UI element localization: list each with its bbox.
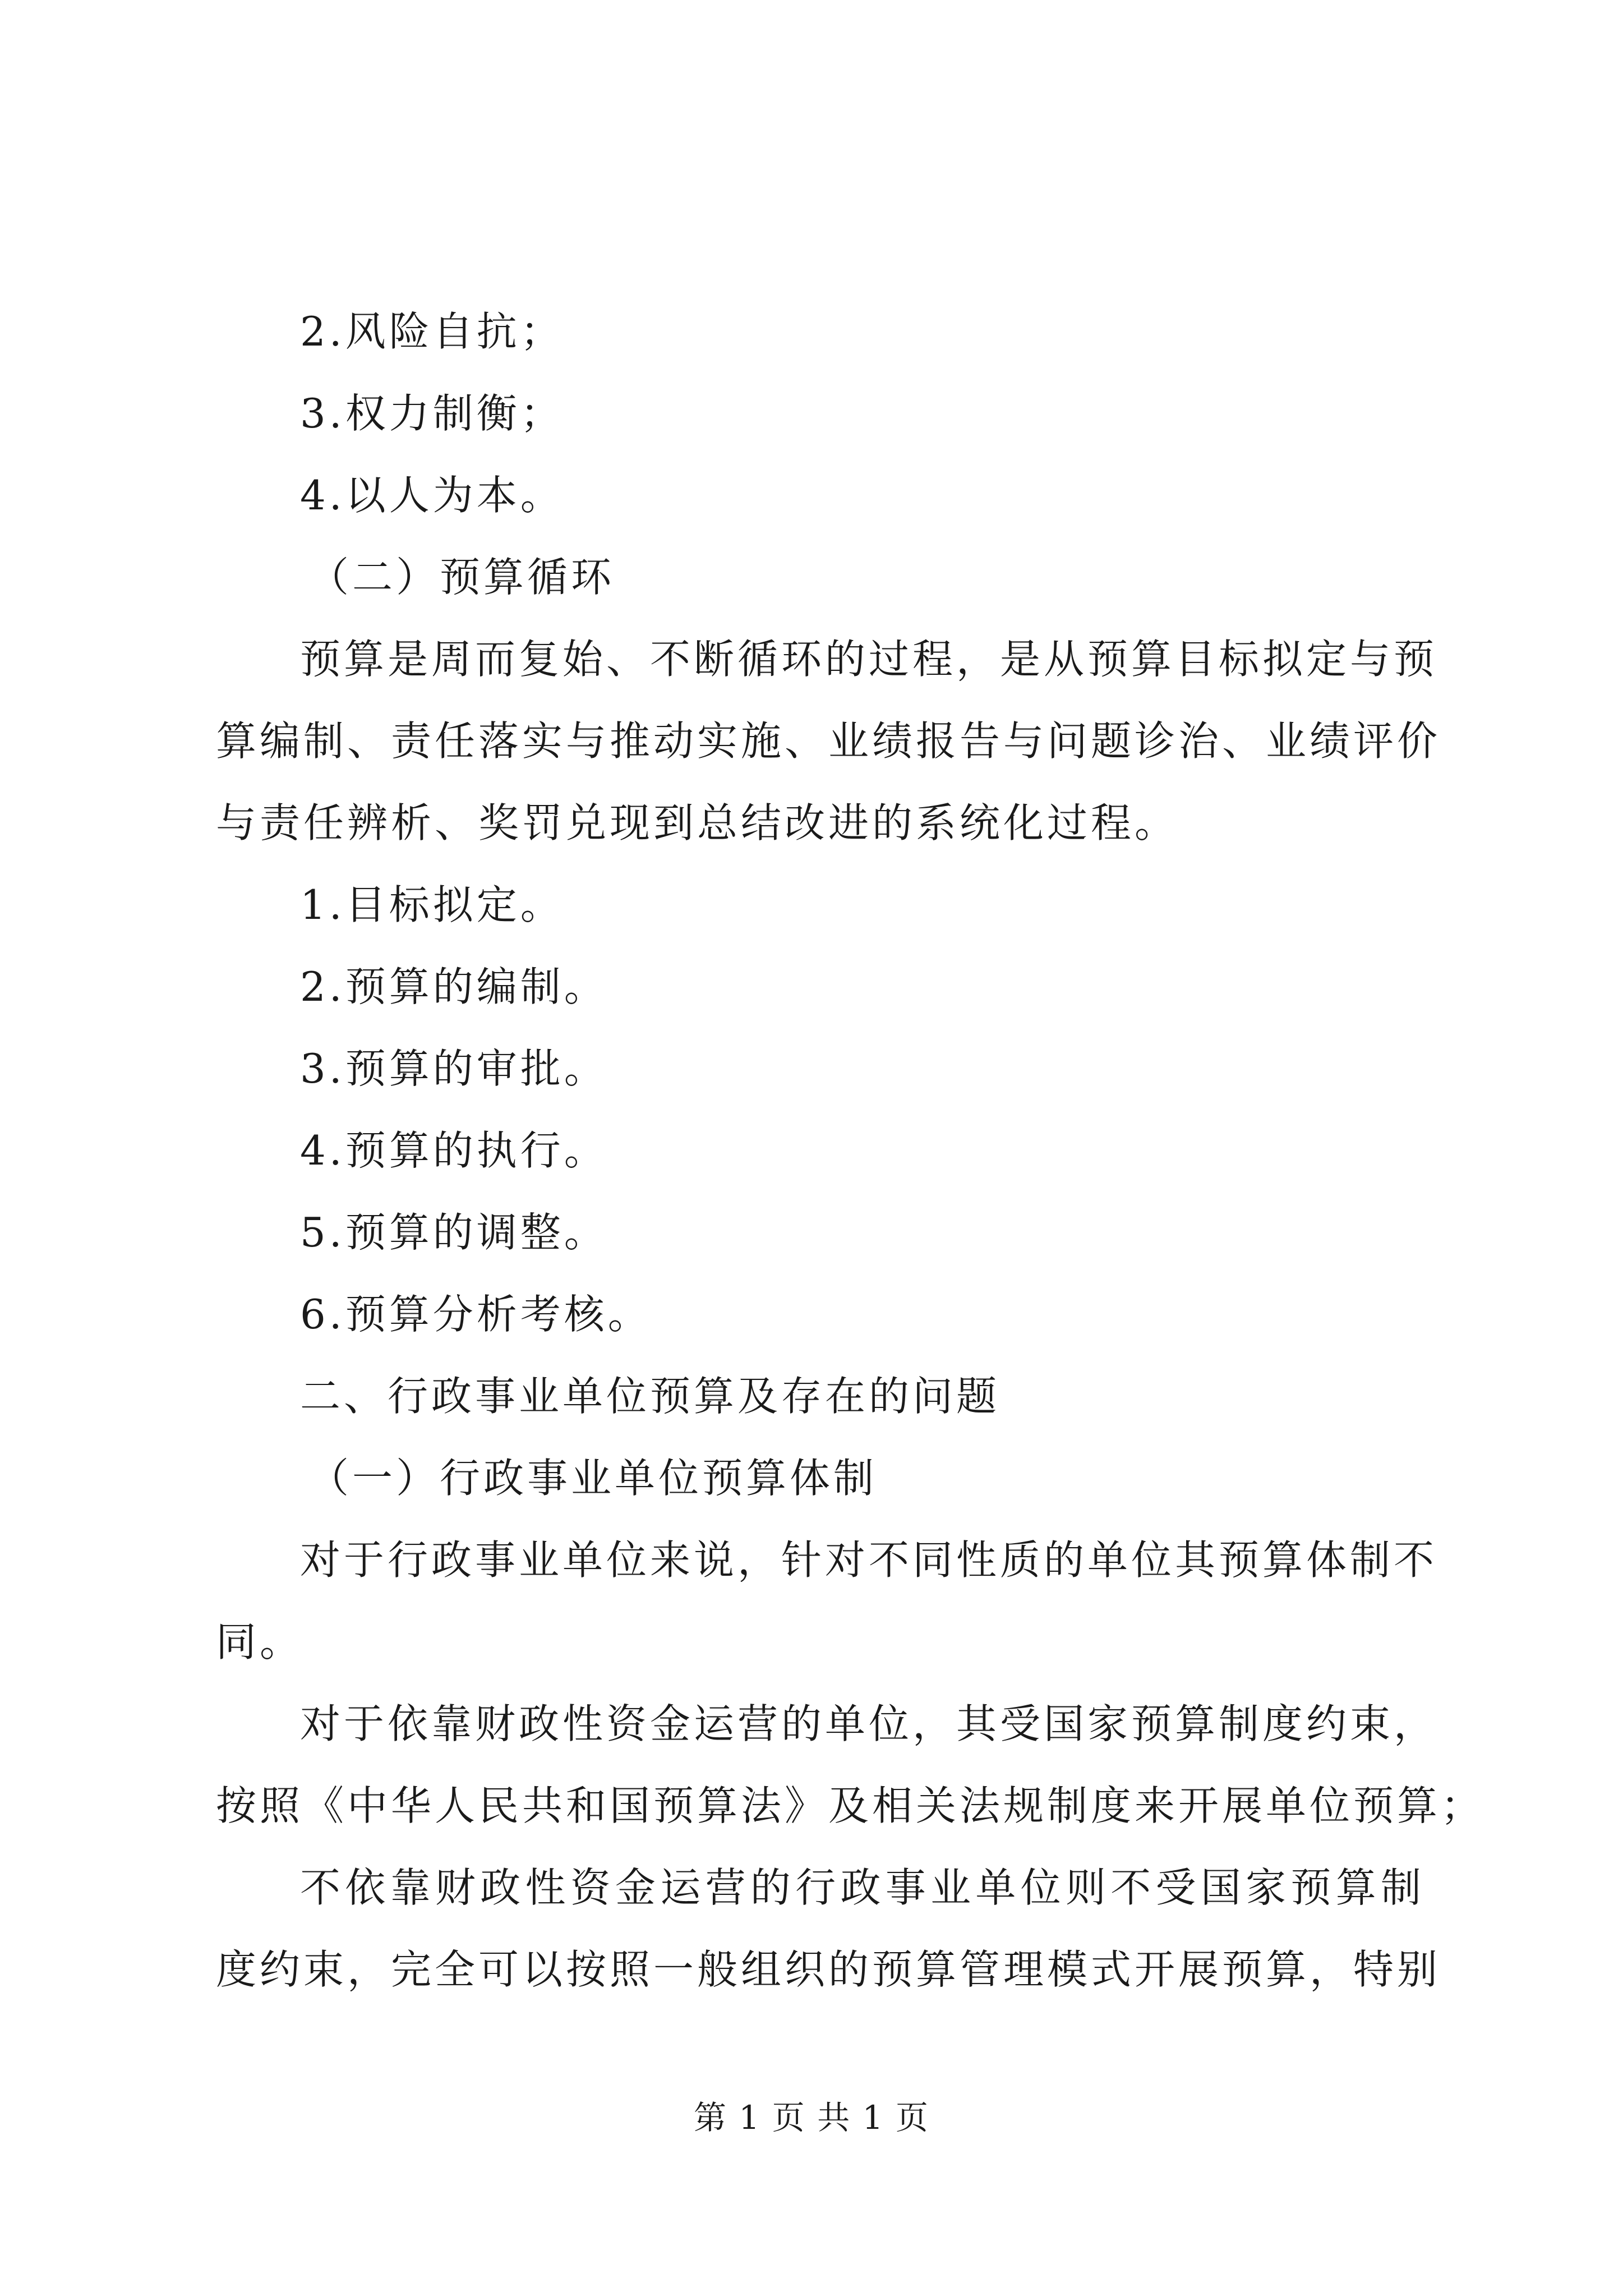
section-heading: （二）预算循环 <box>308 554 615 601</box>
list-item: 3.权力制衡； <box>300 390 564 437</box>
document-body <box>216 291 1485 2010</box>
list-item: 5.预算的调整。 <box>300 1209 608 1256</box>
paragraph-line: 同。 <box>216 1618 304 1665</box>
paragraph-line: 预算是周而复始、不断循环的过程，是从预算目标拟定与预 <box>300 636 1438 683</box>
paragraph-line: 算编制、责任落实与推动实施、业绩报告与问题诊治、业绩评价 <box>216 717 1441 765</box>
list-item: 4.以人为本。 <box>300 472 564 519</box>
list-item: 6.预算分析考核。 <box>300 1291 652 1338</box>
list-item: 1.目标拟定。 <box>300 881 564 928</box>
paragraph-line: 对于依靠财政性资金运营的单位，其受国家预算制度约束， <box>300 1700 1438 1747</box>
list-item: 2.预算的编制。 <box>300 963 608 1010</box>
paragraph-line: 与责任辨析、奖罚兑现到总结改进的系统化过程。 <box>216 799 1179 846</box>
chapter-heading: 二、行政事业单位预算及存在的问题 <box>300 1373 1000 1420</box>
paragraph-line: 不依靠财政性资金运营的行政事业单位则不受国家预算制 <box>300 1864 1424 1911</box>
paragraph-line: 度约束，完全可以按照一般组织的预算管理模式开展预算，特别 <box>216 1946 1441 1993</box>
list-item: 2.风险自抗； <box>300 308 564 355</box>
paragraph-line: 按照《中华人民共和国预算法》及相关法规制度来开展单位预算； <box>216 1782 1485 1829</box>
section-heading: （一）行政事业单位预算体制 <box>308 1455 878 1502</box>
page-footer: 第 1 页 共 1 页 <box>694 2099 929 2137</box>
paragraph-line: 对于行政事业单位来说，针对不同性质的单位其预算体制不 <box>300 1536 1438 1584</box>
list-item: 3.预算的审批。 <box>300 1045 608 1092</box>
list-item: 4.预算的执行。 <box>300 1127 608 1174</box>
